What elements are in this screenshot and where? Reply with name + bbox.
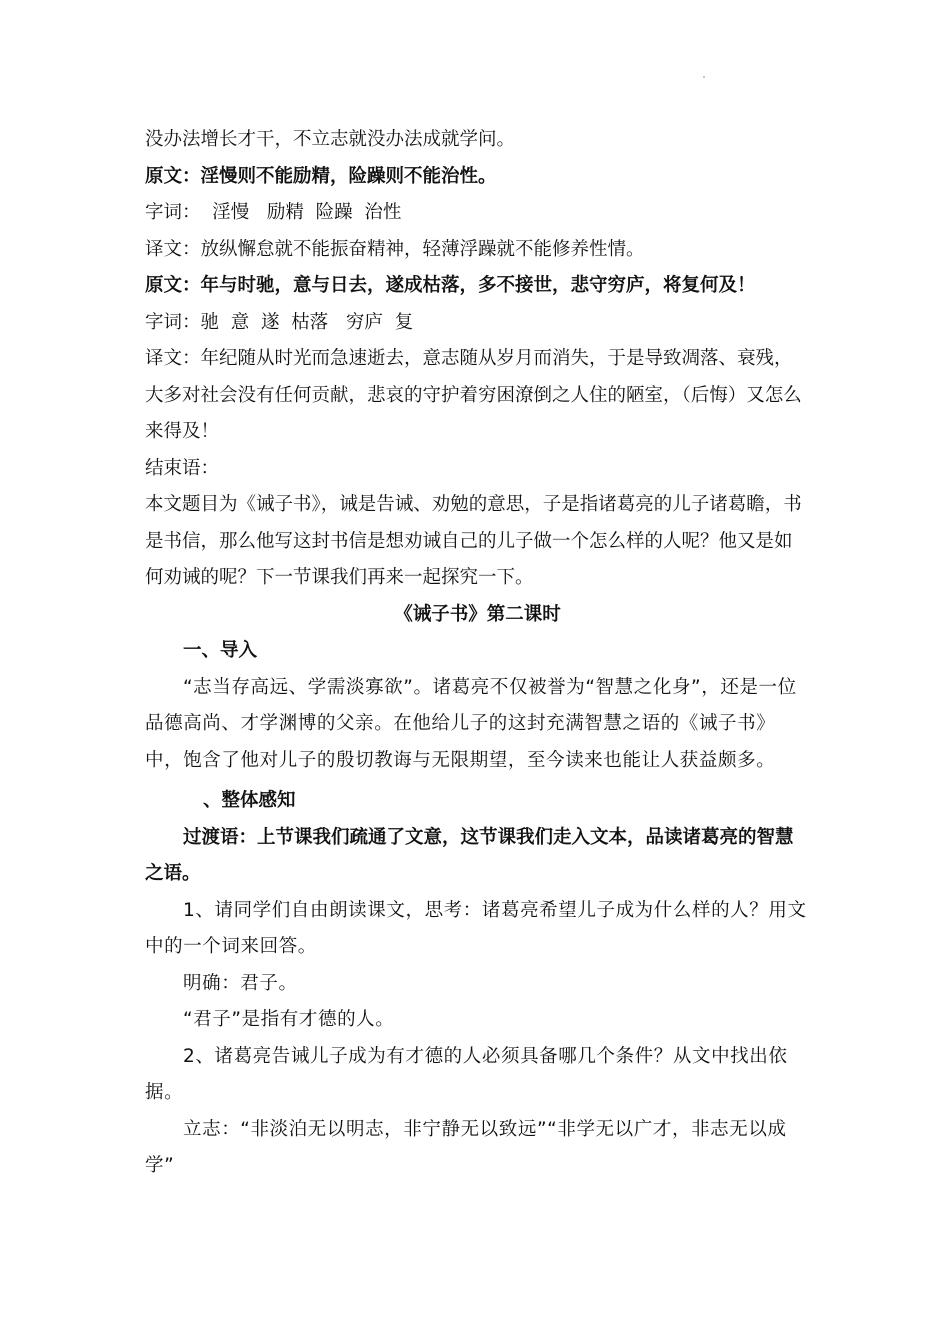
section-heading-intro: 一、导入 — [183, 640, 258, 661]
original-text-1: 原文：淫慢则不能励精，险躁则不能治性。 — [145, 165, 497, 187]
translation-2: 译文：年纪随从时光而急速逝去，意志随从岁月而消失，于是导致凋落、衰残，大多对社会没有任何贡献，悲哀的守护着穷困潦倒之人住的陋室，（后悔）又怎么来得及！ — [145, 348, 802, 442]
word-list-2: 字词：驰 意 遂 枯落 穷庐 复 — [145, 311, 414, 333]
translation-1: 译文：放纵懈怠就不能振奋精神，轻薄浮躁就不能修养性情。 — [145, 238, 645, 260]
page-mark — [703, 76, 705, 78]
lesson-title: 《诫子书》第二课时 — [394, 603, 561, 625]
question-1: 1、请同学们自由朗读课文，思考：诸葛亮希望儿子成为什么样的人？用文中的一个词来回答。 — [145, 899, 807, 957]
ending-label: 结束语： — [145, 457, 220, 479]
question-2: 2、诸葛亮告诫儿子成为有才德的人必须具备哪几个条件？从文中找出依据。 — [145, 1045, 788, 1103]
original-text-2: 原文：年与时驰，意与日去，遂成枯落，多不接世，悲守穷庐，将复何及！ — [145, 275, 756, 296]
ending-text: 本文题目为《诫子书》，诫是告诫、劝勉的意思，子是指诸葛亮的儿子诸葛瞻，书是书信，那么他写这封书信是想劝诫自己的儿子做一个怎么样的人呢？他又是如何劝诫的呢？下一节课我们再来一起探究一下。 — [145, 494, 802, 588]
answer-1: 明确：君子。 — [183, 972, 298, 994]
answer-1-note: “君子”是指有才德的人。 — [183, 1009, 395, 1030]
intro-paragraph: “志当存高远、学需淡寡欲”。诸葛亮不仅被誉为“智慧之化身”，还是一位品德高尚、才学渊博的父亲。在他给儿子的这封充满智慧之语的《诫子书》中，饱含了他对儿子的殷切教诲与无限期望，至今读来也能让人获益颇多。 — [145, 676, 797, 771]
paragraph-continuation: 没办法增长才干，不立志就没办法成就学问。 — [145, 129, 516, 150]
word-list-1: 字词： 淫慢 励精 险躁 治性 — [145, 202, 402, 223]
section-heading-overview: 、整体感知 — [203, 790, 296, 811]
answer-2: 立志：“非淡泊无以明志，非宁静无以致远”“非学无以广才，非志无以成学” — [145, 1118, 787, 1176]
transition-text: 过渡语：上节课我们疏通了文意，这节课我们走入文本，品读诸葛亮的智慧之语。 — [145, 826, 794, 884]
document-body — [145, 122, 810, 1185]
